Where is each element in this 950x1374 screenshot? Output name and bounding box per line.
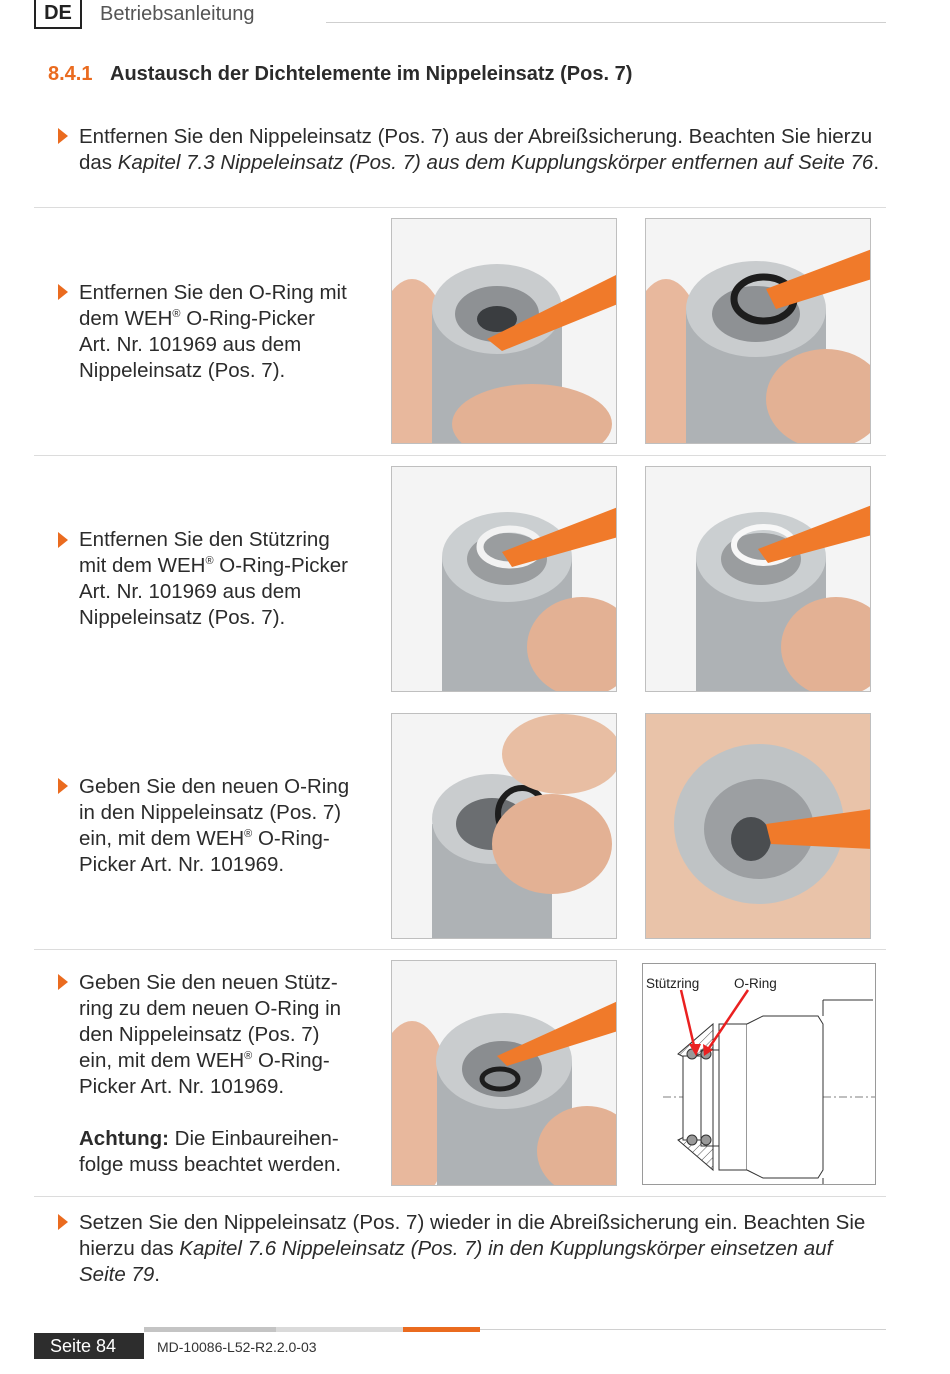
- photo-remove-oring-2: [645, 218, 871, 444]
- step-line: Picker Art. Nr. 101969.: [79, 1075, 285, 1098]
- intro-text: Entfernen Sie den Nippeleinsatz (Pos. 7) aus der Abreißsicherung. Beachten Sie hierzu das: [79, 125, 873, 174]
- warning-label: Achtung:: [79, 1127, 169, 1150]
- arrow-bullet-icon: [58, 532, 68, 548]
- step-line: den Nippeleinsatz (Pos. 7): [79, 1023, 320, 1046]
- outro-suffix: .: [154, 1263, 160, 1286]
- label-support-ring: Stützring: [646, 976, 700, 991]
- step-1-text: [79, 280, 347, 384]
- photo-insert-support-ring: [391, 960, 617, 1186]
- arrow-bullet-icon: [58, 1214, 68, 1230]
- step-line: ein, mit dem WEH: [79, 1049, 245, 1072]
- divider: [34, 1196, 886, 1197]
- intro-suffix: .: [873, 151, 880, 174]
- intro-chapter-link[interactable]: Kapitel 7.3 Nippeleinsatz (Pos. 7) aus dem Kupplungskörper entfernen auf Seite 76: [117, 151, 874, 174]
- divider: [34, 207, 886, 208]
- section-title: Austausch der Dichtelemente im Nippeleinsatz (Pos. 7): [110, 63, 633, 85]
- registered-mark: ®: [172, 308, 181, 321]
- step-line: O-Ring-: [252, 1049, 330, 1072]
- photo-remove-support-ring-1: [391, 466, 617, 692]
- step-line: Nippeleinsatz (Pos. 7).: [79, 359, 286, 382]
- step-line: ring zu dem neuen O-Ring in: [79, 997, 342, 1020]
- step-line: O-Ring-: [252, 827, 330, 850]
- footer-bar-accent: [403, 1327, 480, 1332]
- outro-step: [79, 1210, 879, 1288]
- step-line: Art. Nr. 101969 aus dem: [79, 580, 302, 603]
- footer-bar-light: [276, 1327, 403, 1332]
- photo-remove-oring-1: [391, 218, 617, 444]
- step-line: in den Nippeleinsatz (Pos. 7): [79, 801, 342, 824]
- divider: [34, 949, 886, 950]
- step-line: O-Ring-Picker: [180, 307, 315, 330]
- registered-mark: ®: [205, 555, 214, 568]
- outro-chapter-link[interactable]: Kapitel 7.6 Nippeleinsatz (Pos. 7) in den Kupplungskörper einsetzen auf Seite 79: [79, 1237, 833, 1286]
- warning-text: folge muss beachtet werden.: [79, 1153, 342, 1176]
- photo-insert-oring-1: [391, 713, 617, 939]
- page-number: Seite 84: [34, 1333, 144, 1359]
- step-line: Entfernen Sie den Stützring: [79, 528, 330, 551]
- step-line: Entfernen Sie den O-Ring mit: [79, 281, 347, 304]
- step-line: Nippeleinsatz (Pos. 7).: [79, 606, 286, 629]
- arrow-bullet-icon: [58, 778, 68, 794]
- intro-step: [79, 124, 879, 176]
- warning-text: Die Einbaureihen-: [168, 1127, 339, 1150]
- warning-note: [79, 1126, 341, 1152]
- registered-mark: ®: [244, 1050, 253, 1063]
- header-rule: [326, 22, 886, 23]
- step-3-text: [79, 774, 349, 878]
- photo-insert-oring-2: [645, 713, 871, 939]
- arrow-bullet-icon: [58, 974, 68, 990]
- photo-remove-support-ring-2: [645, 466, 871, 692]
- step-line: ein, mit dem WEH: [79, 827, 245, 850]
- outro-text: Setzen Sie den Nippeleinsatz (Pos. 7) wieder in die Abreißsicherung ein. Beachten Sie hierzu das: [79, 1211, 866, 1260]
- seal-diagram: [642, 963, 876, 1185]
- document-id: MD-10086-L52-R2.2.0-03: [157, 1339, 317, 1355]
- document-title: Betriebsanleitung: [100, 3, 255, 25]
- step-line: Geben Sie den neuen O-Ring: [79, 775, 350, 798]
- section-number: 8.4.1: [48, 63, 93, 85]
- footer-rule: [480, 1329, 886, 1330]
- step-line: Art. Nr. 101969 aus dem: [79, 333, 302, 356]
- step-line: O-Ring-Picker: [213, 554, 348, 577]
- footer-bar-gray: [144, 1327, 276, 1332]
- step-4-text: [79, 970, 341, 1178]
- language-badge: DE: [34, 0, 82, 29]
- divider: [34, 455, 886, 456]
- registered-mark: ®: [244, 828, 253, 841]
- arrow-bullet-icon: [58, 284, 68, 300]
- step-2-text: [79, 527, 348, 631]
- step-line: mit dem WEH: [79, 554, 206, 577]
- label-o-ring: O-Ring: [734, 976, 777, 991]
- arrow-bullet-icon: [58, 128, 68, 144]
- step-line: dem WEH: [79, 307, 173, 330]
- step-line: Picker Art. Nr. 101969.: [79, 853, 285, 876]
- step-line: Geben Sie den neuen Stütz-: [79, 971, 338, 994]
